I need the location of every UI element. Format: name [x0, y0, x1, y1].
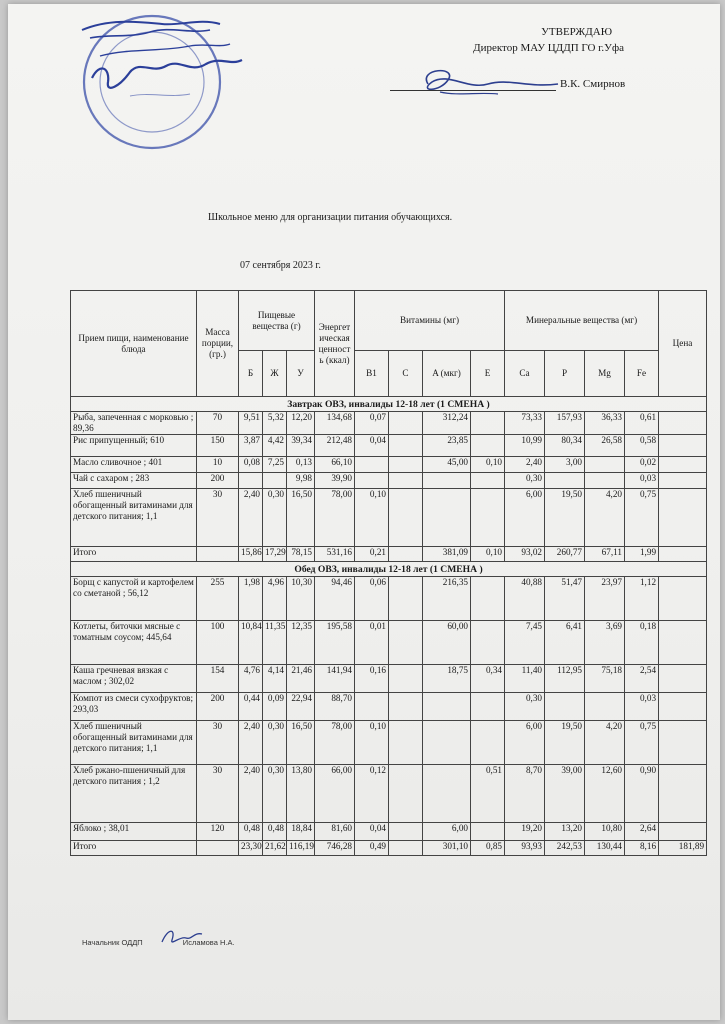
- dish-name: Хлеб ржано-пшеничный для детского питания ; 1,2: [71, 765, 197, 823]
- cell-price: 181,89: [659, 841, 707, 856]
- cell-energy: 94,46: [315, 577, 355, 621]
- cell-a: [423, 473, 471, 489]
- cell-b: 3,87: [239, 435, 263, 457]
- cell-c: [389, 473, 423, 489]
- approve-position: Директор МАУ ЦДДП ГО г.Уфа: [473, 42, 624, 54]
- col-c-header: C: [389, 351, 423, 397]
- cell-mg: 130,44: [585, 841, 625, 856]
- cell-b1: 0,04: [355, 823, 389, 841]
- total-row: [71, 547, 707, 562]
- dish-name: Каша гречневая вязкая с маслом ; 302,02: [71, 665, 197, 693]
- cell-c: [389, 577, 423, 621]
- signature-line: [390, 90, 556, 91]
- dish-name: Итого: [71, 547, 197, 562]
- cell-u: 116,19: [287, 841, 315, 856]
- cell-ca: 7,45: [505, 621, 545, 665]
- cell-zh: 17,29: [263, 547, 287, 562]
- col-p-header: P: [545, 351, 585, 397]
- cell-fe: 0,61: [625, 412, 659, 435]
- table-row: [71, 577, 707, 621]
- cell-u: 9,98: [287, 473, 315, 489]
- cell-b: 4,76: [239, 665, 263, 693]
- col-nutrients-header: Пищевые вещества (г): [239, 291, 315, 351]
- cell-energy: 66,00: [315, 765, 355, 823]
- cell-fe: 0,03: [625, 473, 659, 489]
- table-row: [71, 457, 707, 473]
- cell-e: 0,85: [471, 841, 505, 856]
- cell-a: [423, 765, 471, 823]
- cell-price: [659, 721, 707, 765]
- dish-mass: 10: [197, 457, 239, 473]
- dish-name: Масло сливочное ; 401: [71, 457, 197, 473]
- cell-u: 18,84: [287, 823, 315, 841]
- cell-e: 0,34: [471, 665, 505, 693]
- cell-p: 13,20: [545, 823, 585, 841]
- document-title: Школьное меню для организации питания обучающихся.: [208, 212, 453, 223]
- cell-c: [389, 765, 423, 823]
- cell-a: 60,00: [423, 621, 471, 665]
- cell-mg: 3,69: [585, 621, 625, 665]
- cell-b1: 0,07: [355, 412, 389, 435]
- cell-a: 301,10: [423, 841, 471, 856]
- cell-u: 13,80: [287, 765, 315, 823]
- total-row: [71, 841, 707, 856]
- cell-price: [659, 435, 707, 457]
- cell-p: 19,50: [545, 721, 585, 765]
- cell-c: [389, 457, 423, 473]
- col-mass-header: Масса порции, (гр.): [197, 291, 239, 397]
- cell-p: [545, 473, 585, 489]
- dish-mass: 70: [197, 412, 239, 435]
- cell-mg: 75,18: [585, 665, 625, 693]
- cell-u: 0,13: [287, 457, 315, 473]
- cell-e: [471, 412, 505, 435]
- cell-mg: 36,33: [585, 412, 625, 435]
- cell-fe: 0,03: [625, 693, 659, 721]
- table-row: [71, 435, 707, 457]
- cell-b: 2,40: [239, 721, 263, 765]
- cell-p: 6,41: [545, 621, 585, 665]
- cell-u: 39,34: [287, 435, 315, 457]
- cell-price: [659, 665, 707, 693]
- cell-fe: 1,99: [625, 547, 659, 562]
- footer-position: Начальник ОДДП: [82, 938, 143, 947]
- dish-mass: 100: [197, 621, 239, 665]
- cell-zh: 4,42: [263, 435, 287, 457]
- cell-zh: 5,32: [263, 412, 287, 435]
- col-name-header: Прием пищи, наименование блюда: [71, 291, 197, 397]
- dish-mass: 30: [197, 721, 239, 765]
- cell-b: 10,84: [239, 621, 263, 665]
- cell-b: [239, 473, 263, 489]
- cell-b: 1,98: [239, 577, 263, 621]
- cell-fe: 0,58: [625, 435, 659, 457]
- cell-price: [659, 577, 707, 621]
- cell-energy: 78,00: [315, 489, 355, 547]
- cell-zh: 11,35: [263, 621, 287, 665]
- cell-c: [389, 823, 423, 841]
- cell-mg: 26,58: [585, 435, 625, 457]
- cell-e: [471, 473, 505, 489]
- table-row: [71, 412, 707, 435]
- cell-energy: 195,58: [315, 621, 355, 665]
- cell-fe: 0,02: [625, 457, 659, 473]
- document-page: [8, 4, 720, 1020]
- cell-c: [389, 841, 423, 856]
- cell-b: 15,86: [239, 547, 263, 562]
- cell-ca: 93,93: [505, 841, 545, 856]
- cell-mg: 23,97: [585, 577, 625, 621]
- cell-zh: 0,30: [263, 721, 287, 765]
- col-u-header: У: [287, 351, 315, 397]
- dish-mass: 30: [197, 765, 239, 823]
- dish-mass: 30: [197, 489, 239, 547]
- cell-price: [659, 765, 707, 823]
- cell-price: [659, 457, 707, 473]
- cell-a: 216,35: [423, 577, 471, 621]
- round-stamp-image: [70, 8, 245, 158]
- cell-b: 2,40: [239, 489, 263, 547]
- col-vitamins-header: Витамины (мг): [355, 291, 505, 351]
- cell-ca: 0,30: [505, 693, 545, 721]
- cell-mg: [585, 473, 625, 489]
- cell-ca: 19,20: [505, 823, 545, 841]
- cell-mg: 4,20: [585, 721, 625, 765]
- cell-ca: 8,70: [505, 765, 545, 823]
- cell-ca: 40,88: [505, 577, 545, 621]
- cell-energy: 134,68: [315, 412, 355, 435]
- cell-ca: 6,00: [505, 721, 545, 765]
- cell-c: [389, 412, 423, 435]
- table-row: [71, 621, 707, 665]
- menu-table-body: [71, 397, 707, 856]
- table-row: [71, 721, 707, 765]
- cell-a: [423, 721, 471, 765]
- cell-zh: 0,30: [263, 489, 287, 547]
- dish-mass: 200: [197, 473, 239, 489]
- cell-c: [389, 621, 423, 665]
- col-b1-header: B1: [355, 351, 389, 397]
- cell-ca: 2,40: [505, 457, 545, 473]
- cell-u: 21,46: [287, 665, 315, 693]
- dish-mass: [197, 547, 239, 562]
- cell-b: 23,30: [239, 841, 263, 856]
- dish-mass: 200: [197, 693, 239, 721]
- cell-energy: 531,16: [315, 547, 355, 562]
- dish-name: Итого: [71, 841, 197, 856]
- cell-u: 22,94: [287, 693, 315, 721]
- cell-p: [545, 693, 585, 721]
- table-row: [71, 693, 707, 721]
- cell-fe: 8,16: [625, 841, 659, 856]
- cell-b1: 0,12: [355, 765, 389, 823]
- cell-energy: 39,90: [315, 473, 355, 489]
- col-minerals-header: Минеральные вещества (мг): [505, 291, 659, 351]
- cell-p: 260,77: [545, 547, 585, 562]
- cell-fe: 0,75: [625, 721, 659, 765]
- cell-e: 0,51: [471, 765, 505, 823]
- cell-mg: 4,20: [585, 489, 625, 547]
- cell-p: 51,47: [545, 577, 585, 621]
- col-energy-header: Энергетическая ценность (ккал): [315, 291, 355, 397]
- cell-mg: [585, 693, 625, 721]
- cell-b: 0,08: [239, 457, 263, 473]
- cell-e: 0,10: [471, 457, 505, 473]
- cell-ca: 0,30: [505, 473, 545, 489]
- cell-p: 112,95: [545, 665, 585, 693]
- cell-ca: 73,33: [505, 412, 545, 435]
- cell-b1: 0,10: [355, 489, 389, 547]
- cell-price: [659, 412, 707, 435]
- cell-fe: 0,90: [625, 765, 659, 823]
- cell-energy: 78,00: [315, 721, 355, 765]
- cell-fe: 0,75: [625, 489, 659, 547]
- cell-p: 39,00: [545, 765, 585, 823]
- footer: [82, 938, 235, 947]
- director-name: В.К. Смирнов: [560, 78, 626, 90]
- cell-a: 18,75: [423, 665, 471, 693]
- cell-c: [389, 693, 423, 721]
- cell-b1: [355, 457, 389, 473]
- cell-b1: 0,16: [355, 665, 389, 693]
- cell-fe: 0,18: [625, 621, 659, 665]
- col-ca-header: Ca: [505, 351, 545, 397]
- col-price-header: Цена: [659, 291, 707, 397]
- cell-c: [389, 489, 423, 547]
- col-mg-header: Mg: [585, 351, 625, 397]
- cell-ca: 11,40: [505, 665, 545, 693]
- cell-ca: 10,99: [505, 435, 545, 457]
- cell-b: 0,48: [239, 823, 263, 841]
- cell-price: [659, 473, 707, 489]
- cell-p: 80,34: [545, 435, 585, 457]
- cell-mg: [585, 457, 625, 473]
- cell-c: [389, 547, 423, 562]
- dish-name: Компот из смеси сухофруктов; 293,03: [71, 693, 197, 721]
- cell-e: [471, 823, 505, 841]
- cell-b1: 0,10: [355, 721, 389, 765]
- dish-name: Котлеты, биточки мясные с томатным соусом; 445,64: [71, 621, 197, 665]
- cell-zh: 4,14: [263, 665, 287, 693]
- cell-b1: 0,49: [355, 841, 389, 856]
- footer-name: Исламова Н.А.: [182, 938, 235, 947]
- dish-mass: 120: [197, 823, 239, 841]
- cell-b1: 0,21: [355, 547, 389, 562]
- cell-b: 2,40: [239, 765, 263, 823]
- cell-b1: [355, 693, 389, 721]
- section-title: Завтрак ОВЗ, инвалиды 12-18 лет (1 СМЕНА ): [71, 397, 707, 412]
- cell-b: 9,51: [239, 412, 263, 435]
- dish-name: Чай с сахаром ; 283: [71, 473, 197, 489]
- cell-c: [389, 721, 423, 765]
- cell-p: 3,00: [545, 457, 585, 473]
- cell-c: [389, 665, 423, 693]
- cell-e: [471, 721, 505, 765]
- table-row: [71, 765, 707, 823]
- cell-price: [659, 693, 707, 721]
- table-row: [71, 823, 707, 841]
- document-date: 07 сентября 2023 г.: [240, 260, 321, 271]
- cell-u: 10,30: [287, 577, 315, 621]
- cell-price: [659, 547, 707, 562]
- cell-energy: 88,70: [315, 693, 355, 721]
- cell-p: 157,93: [545, 412, 585, 435]
- section-header-row: [71, 397, 707, 412]
- cell-e: [471, 489, 505, 547]
- dish-mass: [197, 841, 239, 856]
- cell-e: [471, 577, 505, 621]
- dish-name: Яблоко ; 38,01: [71, 823, 197, 841]
- cell-fe: 2,64: [625, 823, 659, 841]
- cell-p: 242,53: [545, 841, 585, 856]
- dish-mass: 150: [197, 435, 239, 457]
- cell-ca: 93,02: [505, 547, 545, 562]
- cell-fe: 1,12: [625, 577, 659, 621]
- cell-energy: 212,48: [315, 435, 355, 457]
- cell-a: 23,85: [423, 435, 471, 457]
- cell-zh: 0,09: [263, 693, 287, 721]
- col-e-header: E: [471, 351, 505, 397]
- cell-b1: 0,06: [355, 577, 389, 621]
- cell-a: 45,00: [423, 457, 471, 473]
- approve-title: УТВЕРЖДАЮ: [541, 26, 612, 38]
- section-header-row: [71, 562, 707, 577]
- dish-mass: 154: [197, 665, 239, 693]
- cell-p: 19,50: [545, 489, 585, 547]
- col-b-header: Б: [239, 351, 263, 397]
- cell-energy: 66,10: [315, 457, 355, 473]
- cell-b1: [355, 473, 389, 489]
- cell-ca: 6,00: [505, 489, 545, 547]
- cell-a: [423, 489, 471, 547]
- col-zh-header: Ж: [263, 351, 287, 397]
- cell-zh: [263, 473, 287, 489]
- cell-u: 12,35: [287, 621, 315, 665]
- table-row: [71, 473, 707, 489]
- cell-mg: 67,11: [585, 547, 625, 562]
- cell-e: [471, 621, 505, 665]
- cell-mg: 10,80: [585, 823, 625, 841]
- cell-u: 16,50: [287, 721, 315, 765]
- cell-u: 78,15: [287, 547, 315, 562]
- cell-u: 12,20: [287, 412, 315, 435]
- cell-zh: 4,96: [263, 577, 287, 621]
- dish-mass: 255: [197, 577, 239, 621]
- cell-zh: 7,25: [263, 457, 287, 473]
- cell-e: [471, 693, 505, 721]
- cell-c: [389, 435, 423, 457]
- menu-table: [70, 290, 707, 856]
- cell-zh: 21,62: [263, 841, 287, 856]
- cell-energy: 141,94: [315, 665, 355, 693]
- cell-price: [659, 621, 707, 665]
- cell-b: 0,44: [239, 693, 263, 721]
- cell-zh: 0,48: [263, 823, 287, 841]
- dish-name: Хлеб пшеничный обогащенный витаминами для детского питания; 1,1: [71, 489, 197, 547]
- dish-name: Борщ с капустой и картофелем со сметаной ; 56,12: [71, 577, 197, 621]
- cell-b1: 0,01: [355, 621, 389, 665]
- cell-energy: 81,60: [315, 823, 355, 841]
- dish-name: Хлеб пшеничный обогащенный витаминами для детского питания; 1,1: [71, 721, 197, 765]
- approval-block: [473, 24, 624, 56]
- cell-e: [471, 435, 505, 457]
- cell-energy: 746,28: [315, 841, 355, 856]
- cell-a: 6,00: [423, 823, 471, 841]
- cell-fe: 2,54: [625, 665, 659, 693]
- cell-a: 312,24: [423, 412, 471, 435]
- cell-price: [659, 823, 707, 841]
- cell-price: [659, 489, 707, 547]
- dish-name: Рис припущенный; 610: [71, 435, 197, 457]
- cell-a: [423, 693, 471, 721]
- col-a-header: A (мкг): [423, 351, 471, 397]
- cell-mg: 12,60: [585, 765, 625, 823]
- cell-zh: 0,30: [263, 765, 287, 823]
- table-row: [71, 665, 707, 693]
- cell-a: 381,09: [423, 547, 471, 562]
- cell-u: 16,50: [287, 489, 315, 547]
- cell-b1: 0,04: [355, 435, 389, 457]
- col-fe-header: Fe: [625, 351, 659, 397]
- dish-name: Рыба, запеченная с морковью ; 89,36: [71, 412, 197, 435]
- section-title: Обед ОВЗ, инвалиды 12-18 лет (1 СМЕНА ): [71, 562, 707, 577]
- table-row: [71, 489, 707, 547]
- cell-e: 0,10: [471, 547, 505, 562]
- director-signature-image: [388, 62, 568, 102]
